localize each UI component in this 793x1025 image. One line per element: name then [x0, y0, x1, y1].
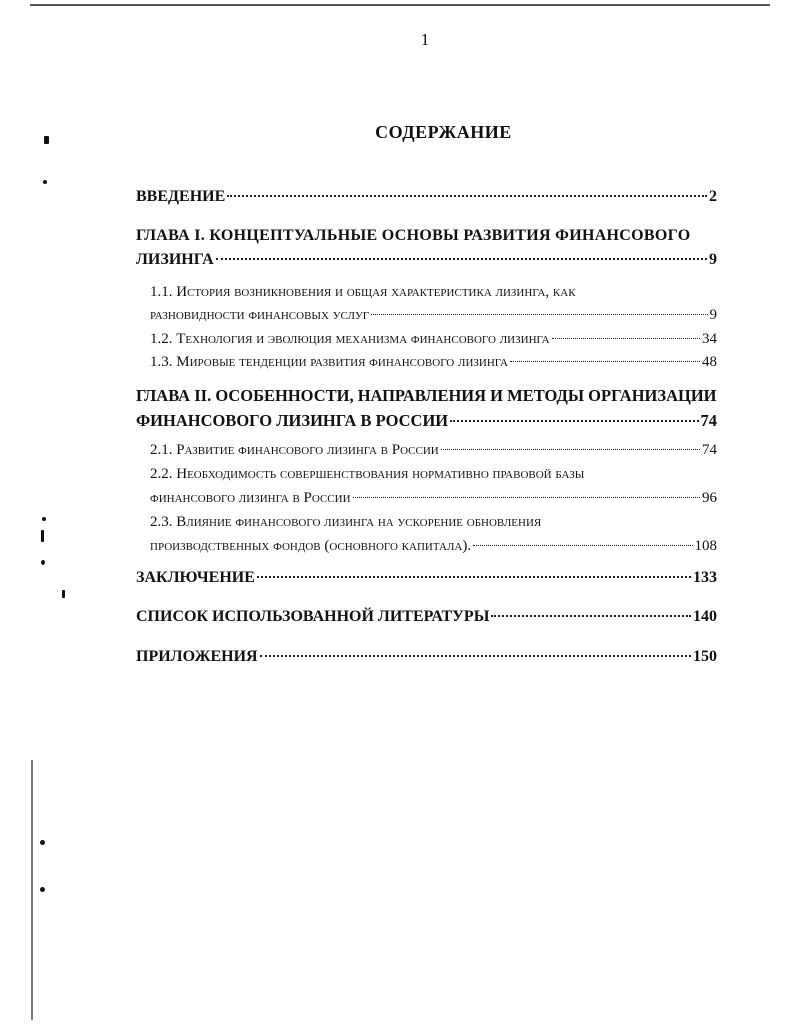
scan-speck: [62, 590, 65, 598]
toc-entry-page: 9: [709, 307, 717, 323]
toc-entry-page: 108: [694, 538, 717, 554]
toc-section-2-1[interactable]: [150, 442, 717, 466]
toc-section-2-2-line-1[interactable]: [150, 466, 717, 490]
toc-chapter-1-line-1[interactable]: [136, 227, 717, 251]
toc-entry-label: финансового лизинга в России: [150, 490, 351, 506]
toc-entry-label: ГЛАВА II. ОСОБЕННОСТИ, НАПРАВЛЕНИЯ И МЕТОДЫ ОРГАНИЗАЦИИ: [136, 386, 717, 405]
dot-leader: [441, 449, 700, 450]
toc-entry-label: 2.2. Необходимость совершенствования нормативно правовой базы: [150, 466, 585, 482]
toc-entry-page: 34: [702, 331, 717, 347]
toc-entry-label: СПИСОК ИСПОЛЬЗОВАННОЙ ЛИТЕРАТУРЫ: [136, 608, 490, 625]
page-title: СОДЕРЖАНИЕ: [375, 122, 512, 142]
toc-entry-label: 1.1. История возникновения и общая характеристика лизинга, как: [150, 284, 576, 300]
toc-section-2-3-line-2[interactable]: [150, 538, 717, 562]
dot-leader: [450, 420, 698, 422]
toc-entry-label: 1.3. Мировые тенденции развития финансового лизинга: [150, 354, 508, 370]
toc-entry-appendices[interactable]: [136, 648, 717, 672]
toc-entry-label: производственных фондов (основного капитала).: [150, 538, 472, 554]
toc-entry-label: 2.3. Влияние финансового лизинга на ускорение обновления: [150, 514, 542, 530]
dot-leader: [216, 258, 707, 260]
toc-entry-page: 140: [693, 608, 717, 625]
dot-leader: [371, 314, 707, 315]
page-number: 1: [420, 30, 430, 49]
toc-entry-page: 74: [702, 442, 717, 458]
toc-section-1-1-line-2[interactable]: [150, 307, 717, 331]
toc-entry-page: 133: [693, 569, 717, 586]
toc-entry-page: 2: [709, 188, 717, 205]
scan-top-edge-rule: [30, 4, 770, 6]
toc-entry-label: 2.1. Развитие финансового лизинга в России: [150, 442, 439, 458]
scan-left-edge-rule: [31, 760, 33, 1020]
toc-entry-label: ГЛАВА I. КОНЦЕПТУАЛЬНЫЕ ОСНОВЫ РАЗВИТИЯ ФИНАНСОВОГО: [136, 227, 691, 244]
toc-entry-page: 74: [700, 411, 717, 430]
toc-entry-label: ЛИЗИНГА: [136, 251, 214, 268]
dot-leader: [473, 545, 692, 546]
toc-entry-introduction[interactable]: [136, 188, 717, 212]
toc-entry-label: ФИНАНСОВОГО ЛИЗИНГА В РОССИИ: [136, 411, 449, 430]
toc-entry-page: 150: [693, 648, 717, 665]
toc-entry-page: 9: [709, 251, 717, 268]
dot-leader: [510, 361, 700, 362]
toc-section-2-2-line-2[interactable]: [150, 490, 717, 514]
dot-leader: [257, 576, 691, 578]
dot-leader: [260, 655, 691, 657]
toc-entry-label: ВВЕДЕНИЕ: [136, 188, 226, 205]
toc-section-2-3-line-1[interactable]: [150, 514, 717, 538]
scan-speck: [40, 840, 45, 845]
toc-entry-label: 1.2. Технология и эволюция механизма финансового лизинга: [150, 331, 550, 347]
toc-entry-page: 48: [702, 354, 717, 370]
toc-entry-page: 96: [702, 490, 717, 506]
scan-speck: [41, 530, 44, 542]
toc-section-1-2[interactable]: [150, 331, 717, 355]
toc-section-1-1-line-1[interactable]: [150, 284, 717, 308]
toc-entry-label: ЗАКЛЮЧЕНИЕ: [136, 569, 255, 586]
toc-chapter-2-line-2[interactable]: [136, 411, 717, 435]
scan-speck: [42, 517, 46, 521]
dot-leader: [552, 338, 700, 339]
scan-speck: [41, 560, 45, 565]
toc-chapter-1-line-2[interactable]: [136, 251, 717, 275]
toc-chapter-2-line-1[interactable]: [136, 386, 717, 410]
toc-entry-conclusion[interactable]: [136, 569, 717, 593]
toc-entry-label: ПРИЛОЖЕНИЯ: [136, 648, 258, 665]
dot-leader: [353, 497, 700, 498]
toc-section-1-3[interactable]: [150, 354, 717, 378]
toc-entry-bibliography[interactable]: [136, 608, 717, 632]
scan-speck: [40, 887, 45, 892]
dot-leader: [227, 195, 707, 197]
toc-entry-label: разновидности финансовых услуг: [150, 307, 370, 323]
dot-leader: [491, 615, 691, 617]
scan-speck: [43, 180, 47, 184]
